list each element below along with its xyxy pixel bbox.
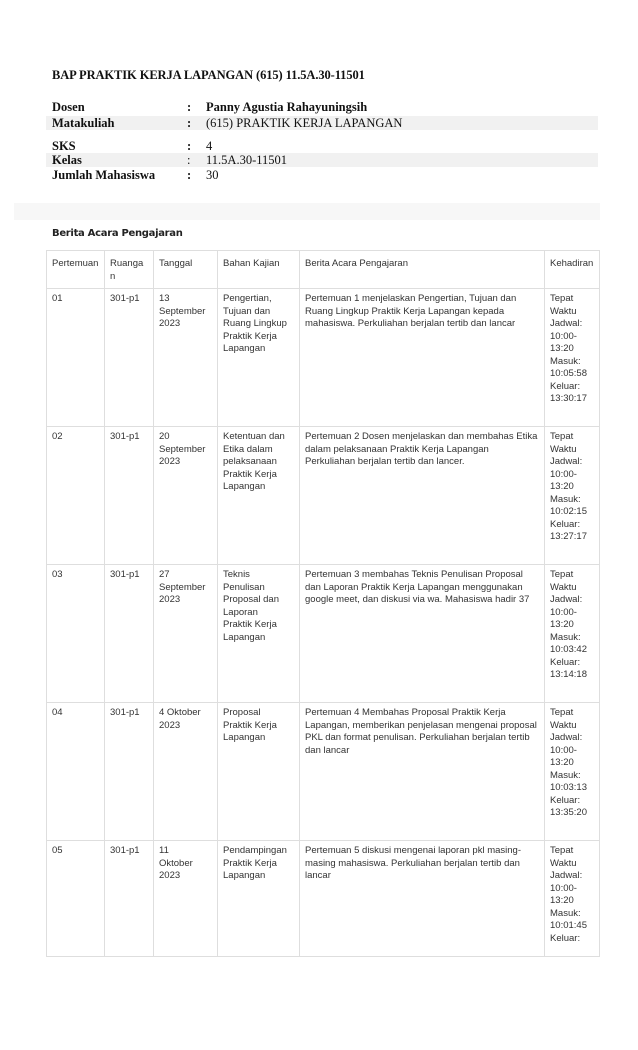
kehadiran-value: Tepat Waktu Jadwal: 10:00- 13:20 Masuk: 10:05:58 Keluar: 13:30:17 — [550, 293, 587, 404]
kehadiran-value: Tepat Waktu Jadwal: 10:00- 13:20 Masuk: 10:03:42 Keluar: 13:14:18 — [550, 569, 587, 680]
info-label-sks: SKS — [52, 139, 76, 153]
cell-bahan-kajian — [218, 703, 300, 841]
cell-pertemuan — [47, 289, 105, 427]
ruangan-value: 301-p1 — [110, 707, 140, 718]
cell-tanggal — [154, 703, 218, 841]
tanggal-value: 27 September 2023 — [159, 569, 206, 605]
cell-tanggal — [154, 841, 218, 957]
cell-kehadiran — [545, 289, 600, 427]
pertemuan-value: 03 — [52, 569, 63, 580]
bahan-kajian-value: Pengertian, Tujuan dan Ruang Lingkup Praktik Kerja Lapangan — [223, 293, 287, 354]
cell-bahan-kajian — [218, 289, 300, 427]
pertemuan-value: 01 — [52, 293, 63, 304]
cell-kehadiran — [545, 427, 600, 565]
bahan-kajian-value: Teknis Penulisan Proposal dan Laporan Praktik Kerja Lapangan — [223, 569, 279, 643]
teaching-record-table — [46, 250, 600, 957]
info-value-sks: 4 — [206, 139, 213, 153]
cell-ruangan — [105, 289, 154, 427]
info-value-matakuliah: (615) PRAKTIK KERJA LAPANGAN — [206, 116, 403, 130]
cell-ruangan — [105, 565, 154, 703]
cell-bahan-kajian — [218, 565, 300, 703]
info-row-matakuliah — [46, 116, 598, 130]
cell-berita-acara — [300, 427, 545, 565]
cell-berita-acara — [300, 565, 545, 703]
kehadiran-value: Tepat Waktu Jadwal: 10:00- 13:20 Masuk: 10:02:15 Keluar: 13:27:17 — [550, 431, 587, 542]
cell-pertemuan — [47, 427, 105, 565]
section-divider-band — [14, 203, 600, 220]
table-row — [47, 565, 600, 703]
info-separator: : — [187, 100, 192, 114]
pertemuan-value: 05 — [52, 845, 63, 856]
cell-pertemuan — [47, 565, 105, 703]
info-value-jumlah-mahasiswa: 30 — [206, 168, 219, 182]
tanggal-value: 13 September 2023 — [159, 293, 206, 329]
info-separator: : — [187, 168, 192, 182]
header-pertemuan: Pertemuan — [47, 251, 105, 289]
cell-bahan-kajian — [218, 427, 300, 565]
cell-ruangan — [105, 841, 154, 957]
cell-ruangan — [105, 703, 154, 841]
cell-pertemuan — [47, 703, 105, 841]
cell-berita-acara — [300, 289, 545, 427]
berita-acara-value: Pertemuan 3 membahas Teknis Penulisan Proposal dan Laporan Praktik Kerja Lapangan menggunakan google meet, dan diskusi via wa. Mahasiswa hadir 37 — [305, 569, 530, 605]
ruangan-value: 301-p1 — [110, 845, 140, 856]
bahan-kajian-value: Ketentuan dan Etika dalam pelaksanaan Praktik Kerja Lapangan — [223, 431, 285, 492]
table-row — [47, 841, 600, 957]
cell-tanggal — [154, 427, 218, 565]
document-title: BAP PRAKTIK KERJA LAPANGAN (615) 11.5A.30-11501 — [52, 68, 365, 82]
pertemuan-value: 04 — [52, 707, 63, 718]
table-header-row — [47, 251, 600, 289]
berita-acara-value: Pertemuan 4 Membahas Proposal Praktik Kerja Lapangan, memberikan penjelasan mengenai proposal PKL dan format penulisan. Perkuliahan berjalan tertib dan lancar — [305, 707, 537, 756]
table-row — [47, 703, 600, 841]
cell-ruangan — [105, 427, 154, 565]
bahan-kajian-value: Pendampingan Praktik Kerja Lapangan — [223, 845, 287, 881]
table-row — [47, 427, 600, 565]
berita-acara-value: Pertemuan 5 diskusi mengenai laporan pkl masing-masing mahasiswa. Perkuliahan berjalan tertib dan lancar — [305, 845, 521, 881]
cell-kehadiran — [545, 841, 600, 957]
cell-berita-acara — [300, 841, 545, 957]
cell-kehadiran — [545, 565, 600, 703]
kehadiran-value: Tepat Waktu Jadwal: 10:00- 13:20 Masuk: 10:01:45 Keluar: — [550, 845, 587, 944]
info-separator: : — [187, 139, 192, 153]
cell-pertemuan — [47, 841, 105, 957]
info-value-kelas: 11.5A.30-11501 — [206, 153, 288, 167]
info-label-kelas: Kelas — [52, 153, 82, 167]
cell-tanggal — [154, 289, 218, 427]
cell-kehadiran — [545, 703, 600, 841]
ruangan-value: 301-p1 — [110, 431, 140, 442]
info-row-jumlah-mahasiswa — [46, 168, 598, 182]
ruangan-value: 301-p1 — [110, 293, 140, 304]
info-label-jumlah-mahasiswa: Jumlah Mahasiswa — [52, 168, 156, 182]
info-value-dosen: Panny Agustia Rahayuningsih — [206, 100, 368, 114]
tanggal-value: 4 Oktober 2023 — [159, 707, 201, 731]
bahan-kajian-value: Proposal Praktik Kerja Lapangan — [223, 707, 277, 743]
info-row-sks — [46, 139, 598, 153]
header-berita-acara: Berita Acara Pengajaran — [300, 251, 545, 289]
info-label-dosen: Dosen — [52, 100, 85, 114]
tanggal-value: 20 September 2023 — [159, 431, 206, 467]
info-separator: : — [187, 153, 191, 167]
cell-bahan-kajian — [218, 841, 300, 957]
ruangan-value: 301-p1 — [110, 569, 140, 580]
header-kehadiran: Kehadiran — [545, 251, 600, 289]
berita-acara-value: Pertemuan 1 menjelaskan Pengertian, Tujuan dan Ruang Lingkup Praktik Kerja Lapangan kepada mahasiswa. Perkuliahan berjalan tertib dan lancar — [305, 293, 517, 329]
info-row-dosen — [46, 100, 598, 114]
header-ruangan: Ruangan — [105, 251, 154, 289]
section-title: Berita Acara Pengajaran — [52, 228, 183, 239]
cell-berita-acara — [300, 703, 545, 841]
table-row — [47, 289, 600, 427]
info-row-kelas — [46, 153, 598, 167]
kehadiran-value: Tepat Waktu Jadwal: 10:00- 13:20 Masuk: 10:03:13 Keluar: 13:35:20 — [550, 707, 587, 818]
berita-acara-value: Pertemuan 2 Dosen menjelaskan dan membahas Etika dalam pelaksanaan Praktik Kerja Lapangan Perkuliahan berjalan tertib dan lancer. — [305, 431, 538, 467]
info-label-matakuliah: Matakuliah — [52, 116, 115, 130]
header-tanggal: Tanggal — [154, 251, 218, 289]
tanggal-value: 11 Oktober 2023 — [159, 845, 193, 881]
info-separator: : — [187, 116, 192, 130]
cell-tanggal — [154, 565, 218, 703]
pertemuan-value: 02 — [52, 431, 63, 442]
header-bahan-kajian: Bahan Kajian — [218, 251, 300, 289]
